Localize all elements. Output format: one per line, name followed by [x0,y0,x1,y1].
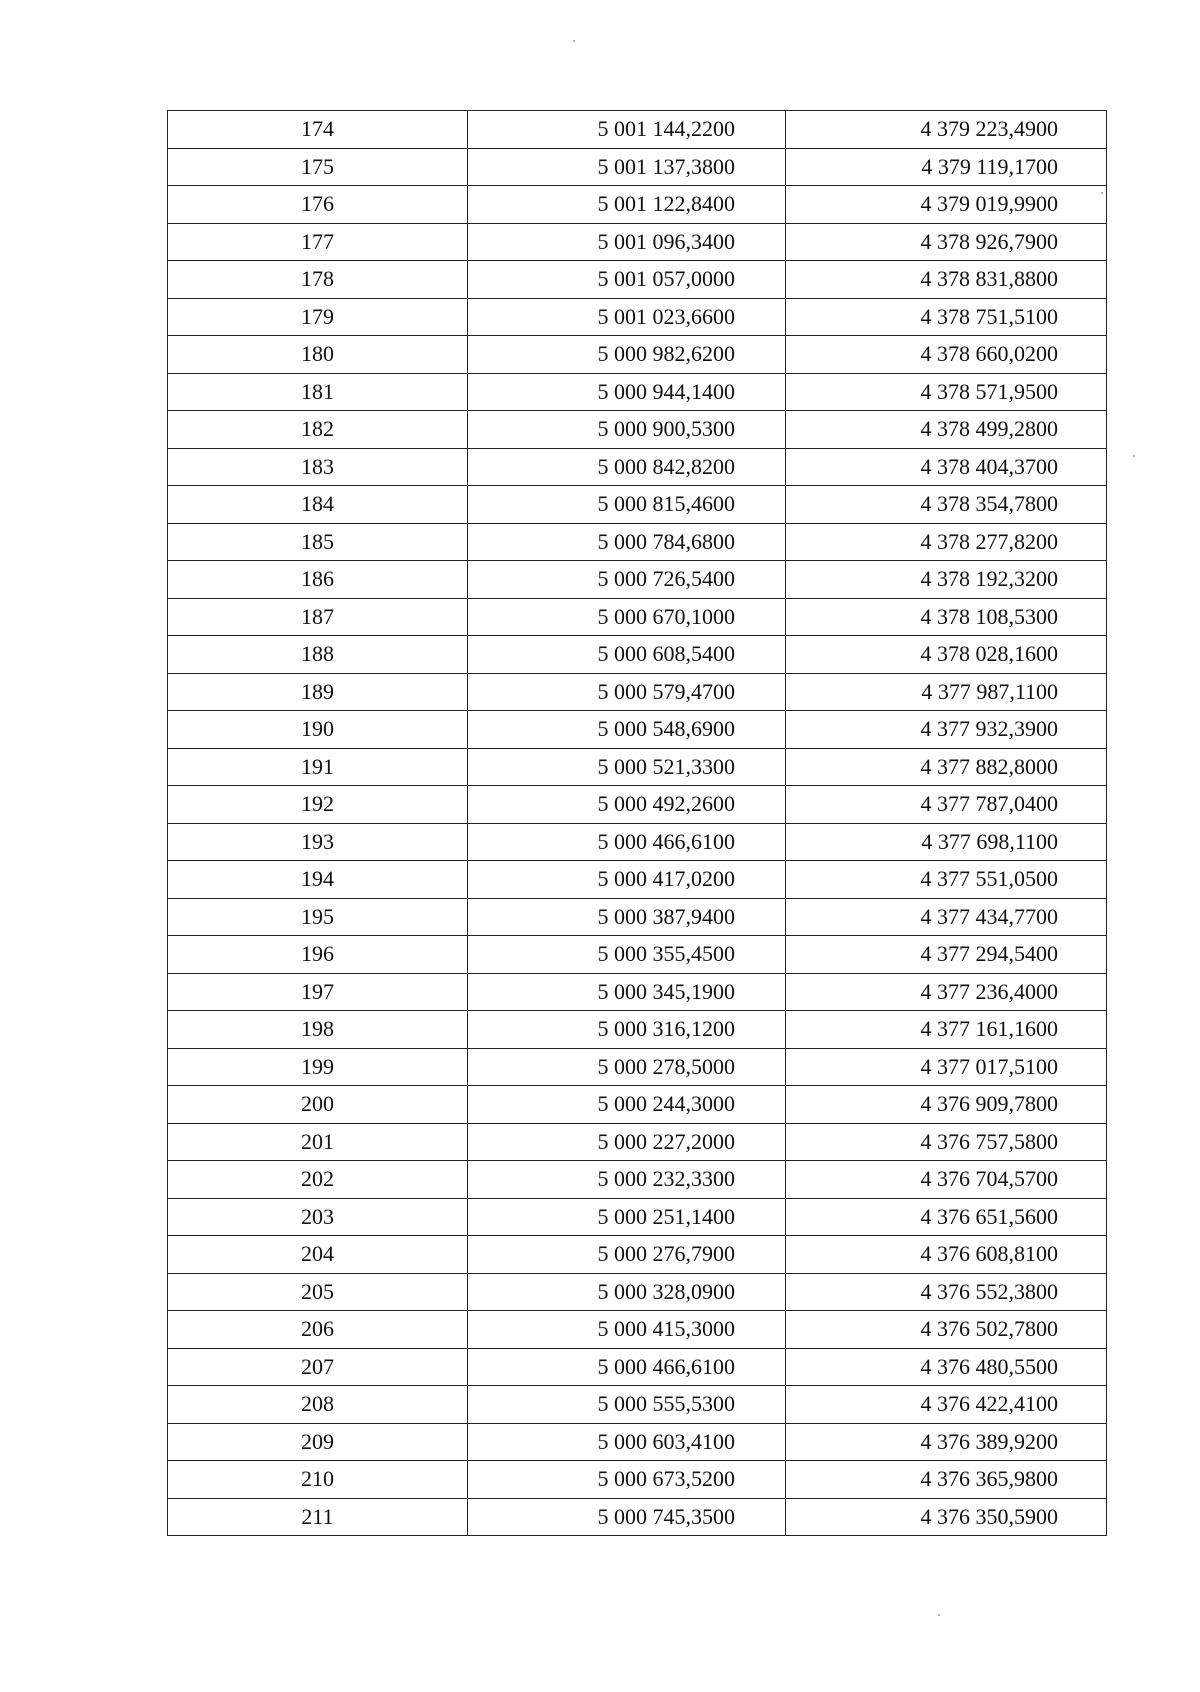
x-coordinate-cell: 5 000 726,5400 [468,561,786,599]
point-number-cell: 209 [168,1423,468,1461]
point-number-cell: 180 [168,336,468,374]
point-number-cell: 210 [168,1461,468,1499]
x-coordinate-cell: 5 000 387,9400 [468,898,786,936]
table-row [168,523,1107,561]
y-coordinate-cell: 4 378 108,5300 [786,598,1107,636]
y-coordinate-cell: 4 378 277,8200 [786,523,1107,561]
table-row [168,261,1107,299]
table-row [168,1498,1107,1536]
table-row [168,1161,1107,1199]
table-row [168,598,1107,636]
table-row [168,111,1107,149]
table-row [168,223,1107,261]
table-row [168,748,1107,786]
table-row [168,411,1107,449]
x-coordinate-cell: 5 000 492,2600 [468,786,786,824]
x-coordinate-cell: 5 000 555,5300 [468,1386,786,1424]
point-number-cell: 179 [168,298,468,336]
x-coordinate-cell: 5 000 603,4100 [468,1423,786,1461]
y-coordinate-cell: 4 376 608,8100 [786,1236,1107,1274]
point-number-cell: 187 [168,598,468,636]
point-number-cell: 178 [168,261,468,299]
table-row [168,186,1107,224]
x-coordinate-cell: 5 000 276,7900 [468,1236,786,1274]
y-coordinate-cell: 4 378 926,7900 [786,223,1107,261]
table-row [168,636,1107,674]
y-coordinate-cell: 4 376 480,5500 [786,1348,1107,1386]
y-coordinate-cell: 4 378 571,9500 [786,373,1107,411]
point-number-cell: 194 [168,861,468,899]
y-coordinate-cell: 4 377 017,5100 [786,1048,1107,1086]
table-row [168,1011,1107,1049]
point-number-cell: 193 [168,823,468,861]
point-number-cell: 206 [168,1311,468,1349]
table-row [168,898,1107,936]
x-coordinate-cell: 5 000 784,6800 [468,523,786,561]
x-coordinate-cell: 5 000 579,4700 [468,673,786,711]
table-row [168,711,1107,749]
x-coordinate-cell: 5 001 122,8400 [468,186,786,224]
x-coordinate-cell: 5 000 900,5300 [468,411,786,449]
point-number-cell: 176 [168,186,468,224]
table-row [168,1123,1107,1161]
scan-speck [573,40,575,42]
x-coordinate-cell: 5 000 316,1200 [468,1011,786,1049]
x-coordinate-cell: 5 000 815,4600 [468,486,786,524]
point-number-cell: 175 [168,148,468,186]
y-coordinate-cell: 4 377 434,7700 [786,898,1107,936]
table-row [168,823,1107,861]
point-number-cell: 177 [168,223,468,261]
point-number-cell: 181 [168,373,468,411]
y-coordinate-cell: 4 376 651,5600 [786,1198,1107,1236]
x-coordinate-cell: 5 001 144,2200 [468,111,786,149]
table-row [168,1386,1107,1424]
x-coordinate-cell: 5 000 466,6100 [468,1348,786,1386]
table-row [168,936,1107,974]
x-coordinate-cell: 5 000 842,8200 [468,448,786,486]
point-number-cell: 184 [168,486,468,524]
x-coordinate-cell: 5 000 944,1400 [468,373,786,411]
table-row [168,1311,1107,1349]
point-number-cell: 192 [168,786,468,824]
y-coordinate-cell: 4 377 698,1100 [786,823,1107,861]
scan-speck [938,1614,940,1616]
y-coordinate-cell: 4 378 192,3200 [786,561,1107,599]
point-number-cell: 191 [168,748,468,786]
point-number-cell: 202 [168,1161,468,1199]
table-row [168,1048,1107,1086]
y-coordinate-cell: 4 377 787,0400 [786,786,1107,824]
y-coordinate-cell: 4 378 404,3700 [786,448,1107,486]
table-row [168,486,1107,524]
x-coordinate-cell: 5 000 251,1400 [468,1198,786,1236]
point-number-cell: 182 [168,411,468,449]
x-coordinate-cell: 5 000 415,3000 [468,1311,786,1349]
point-number-cell: 183 [168,448,468,486]
y-coordinate-cell: 4 378 831,8800 [786,261,1107,299]
table-row [168,298,1107,336]
table-row [168,1348,1107,1386]
y-coordinate-cell: 4 376 365,9800 [786,1461,1107,1499]
x-coordinate-cell: 5 000 673,5200 [468,1461,786,1499]
y-coordinate-cell: 4 376 389,9200 [786,1423,1107,1461]
table-row [168,973,1107,1011]
y-coordinate-cell: 4 376 909,7800 [786,1086,1107,1124]
x-coordinate-cell: 5 000 232,3300 [468,1161,786,1199]
x-coordinate-cell: 5 000 328,0900 [468,1273,786,1311]
x-coordinate-cell: 5 000 670,1000 [468,598,786,636]
point-number-cell: 197 [168,973,468,1011]
point-number-cell: 205 [168,1273,468,1311]
x-coordinate-cell: 5 000 244,3000 [468,1086,786,1124]
point-number-cell: 201 [168,1123,468,1161]
point-number-cell: 211 [168,1498,468,1536]
y-coordinate-cell: 4 377 882,8000 [786,748,1107,786]
y-coordinate-cell: 4 379 223,4900 [786,111,1107,149]
y-coordinate-cell: 4 377 987,1100 [786,673,1107,711]
y-coordinate-cell: 4 377 161,1600 [786,1011,1107,1049]
table-row [168,786,1107,824]
y-coordinate-cell: 4 376 502,7800 [786,1311,1107,1349]
x-coordinate-cell: 5 000 355,4500 [468,936,786,974]
point-number-cell: 185 [168,523,468,561]
point-number-cell: 174 [168,111,468,149]
y-coordinate-cell: 4 378 499,2800 [786,411,1107,449]
point-number-cell: 208 [168,1386,468,1424]
y-coordinate-cell: 4 376 350,5900 [786,1498,1107,1536]
point-number-cell: 204 [168,1236,468,1274]
point-number-cell: 200 [168,1086,468,1124]
point-number-cell: 186 [168,561,468,599]
table-row [168,1423,1107,1461]
table-row [168,1198,1107,1236]
point-number-cell: 199 [168,1048,468,1086]
y-coordinate-cell: 4 378 028,1600 [786,636,1107,674]
table-row [168,448,1107,486]
y-coordinate-cell: 4 377 236,4000 [786,973,1107,1011]
table-row [168,561,1107,599]
y-coordinate-cell: 4 376 704,5700 [786,1161,1107,1199]
table-row [168,1461,1107,1499]
y-coordinate-cell: 4 377 294,5400 [786,936,1107,974]
y-coordinate-cell: 4 377 551,0500 [786,861,1107,899]
y-coordinate-cell: 4 377 932,3900 [786,711,1107,749]
point-number-cell: 207 [168,1348,468,1386]
table-row [168,1273,1107,1311]
x-coordinate-cell: 5 000 982,6200 [468,336,786,374]
point-number-cell: 190 [168,711,468,749]
y-coordinate-cell: 4 376 422,4100 [786,1386,1107,1424]
x-coordinate-cell: 5 000 466,6100 [468,823,786,861]
table-row [168,1086,1107,1124]
x-coordinate-cell: 5 000 745,3500 [468,1498,786,1536]
x-coordinate-cell: 5 000 521,3300 [468,748,786,786]
x-coordinate-cell: 5 001 057,0000 [468,261,786,299]
x-coordinate-cell: 5 001 096,3400 [468,223,786,261]
x-coordinate-cell: 5 000 548,6900 [468,711,786,749]
scan-speck [1133,455,1135,457]
table-row [168,336,1107,374]
y-coordinate-cell: 4 378 660,0200 [786,336,1107,374]
point-number-cell: 196 [168,936,468,974]
table-row [168,1236,1107,1274]
table-row [168,861,1107,899]
x-coordinate-cell: 5 000 278,5000 [468,1048,786,1086]
table-row [168,673,1107,711]
point-number-cell: 203 [168,1198,468,1236]
x-coordinate-cell: 5 000 417,0200 [468,861,786,899]
y-coordinate-cell: 4 379 119,1700 [786,148,1107,186]
x-coordinate-cell: 5 001 137,3800 [468,148,786,186]
x-coordinate-cell: 5 000 227,2000 [468,1123,786,1161]
table-row [168,148,1107,186]
x-coordinate-cell: 5 000 608,5400 [468,636,786,674]
y-coordinate-cell: 4 376 552,3800 [786,1273,1107,1311]
x-coordinate-cell: 5 000 345,1900 [468,973,786,1011]
coordinates-table [167,110,1107,1536]
point-number-cell: 188 [168,636,468,674]
table-row [168,373,1107,411]
coordinates-table-body [168,111,1107,1536]
y-coordinate-cell: 4 378 751,5100 [786,298,1107,336]
point-number-cell: 195 [168,898,468,936]
scan-speck [1101,192,1103,194]
y-coordinate-cell: 4 379 019,9900 [786,186,1107,224]
point-number-cell: 189 [168,673,468,711]
point-number-cell: 198 [168,1011,468,1049]
x-coordinate-cell: 5 001 023,6600 [468,298,786,336]
y-coordinate-cell: 4 378 354,7800 [786,486,1107,524]
y-coordinate-cell: 4 376 757,5800 [786,1123,1107,1161]
